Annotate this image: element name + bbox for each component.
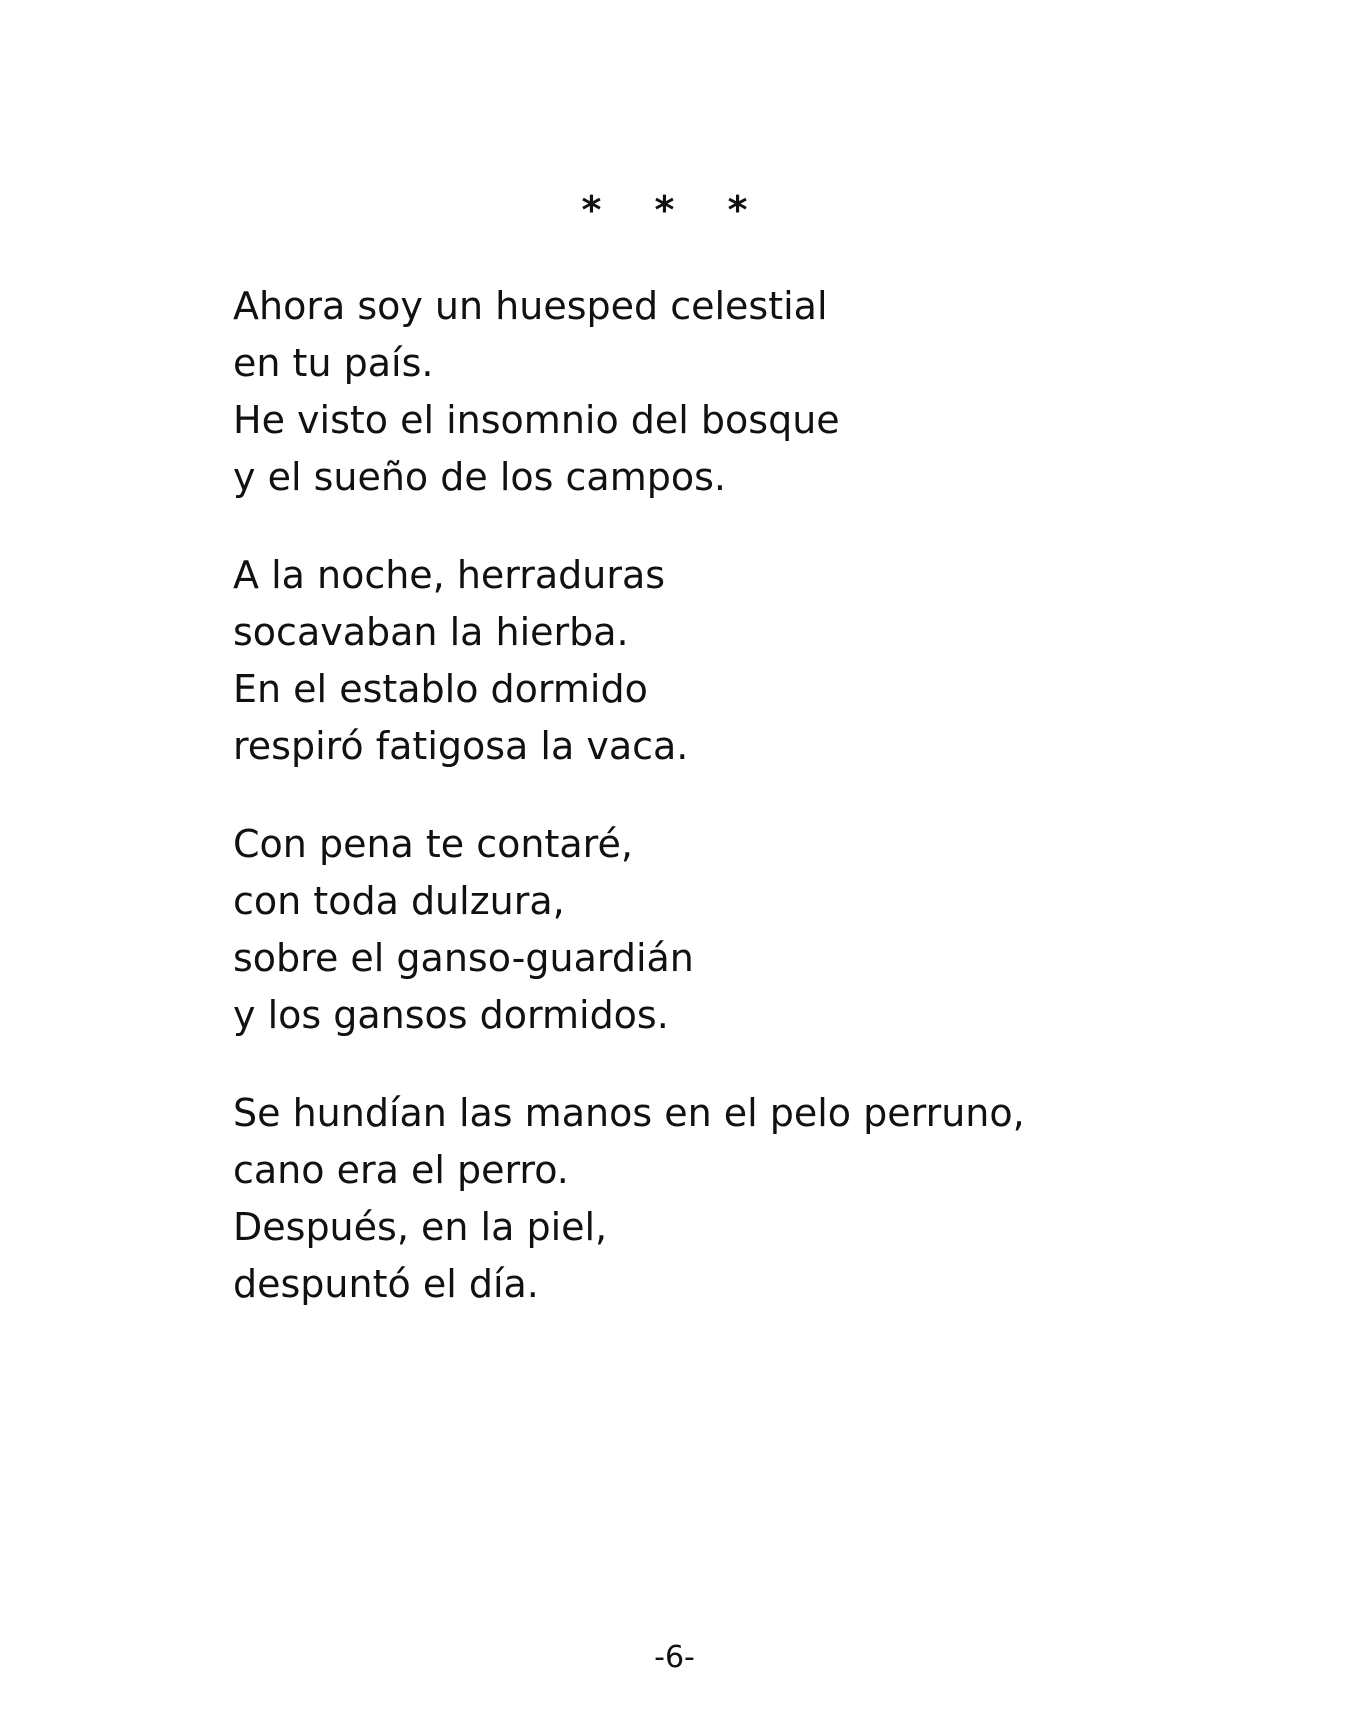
stanza-2	[233, 547, 1233, 775]
page-number: -6-	[654, 1640, 695, 1675]
poem-line: sobre el ganso-guardián	[233, 936, 694, 980]
poem-line: En el establo dormido	[233, 667, 648, 711]
poem-line: y los gansos dormidos.	[233, 993, 669, 1037]
poem-body	[233, 278, 1233, 1313]
stanza-3	[233, 816, 1233, 1044]
poem-line: Ahora soy un huesped celestial	[233, 284, 828, 328]
stanza-1	[233, 278, 1233, 506]
stanza-4	[233, 1085, 1233, 1313]
poem-line: Con pena te contaré,	[233, 822, 633, 866]
poem-line: con toda dulzura,	[233, 879, 565, 923]
poem-line: Después, en la piel,	[233, 1205, 608, 1249]
poem-line: socavaban la hierba.	[233, 610, 629, 654]
poem-line: A la noche, herraduras	[233, 553, 666, 597]
poem-line: respiró fatigosa la vaca.	[233, 724, 689, 768]
section-separator: * * *	[581, 188, 768, 232]
poem-line: He visto el insomnio del bosque	[233, 398, 840, 442]
poem-line: cano era el perro.	[233, 1148, 569, 1192]
poem-line: despuntó el día.	[233, 1262, 539, 1306]
poem-line: y el sueño de los campos.	[233, 455, 726, 499]
poem-line: en tu país.	[233, 341, 434, 385]
poem-line: Se hundían las manos en el pelo perruno,	[233, 1091, 1025, 1135]
